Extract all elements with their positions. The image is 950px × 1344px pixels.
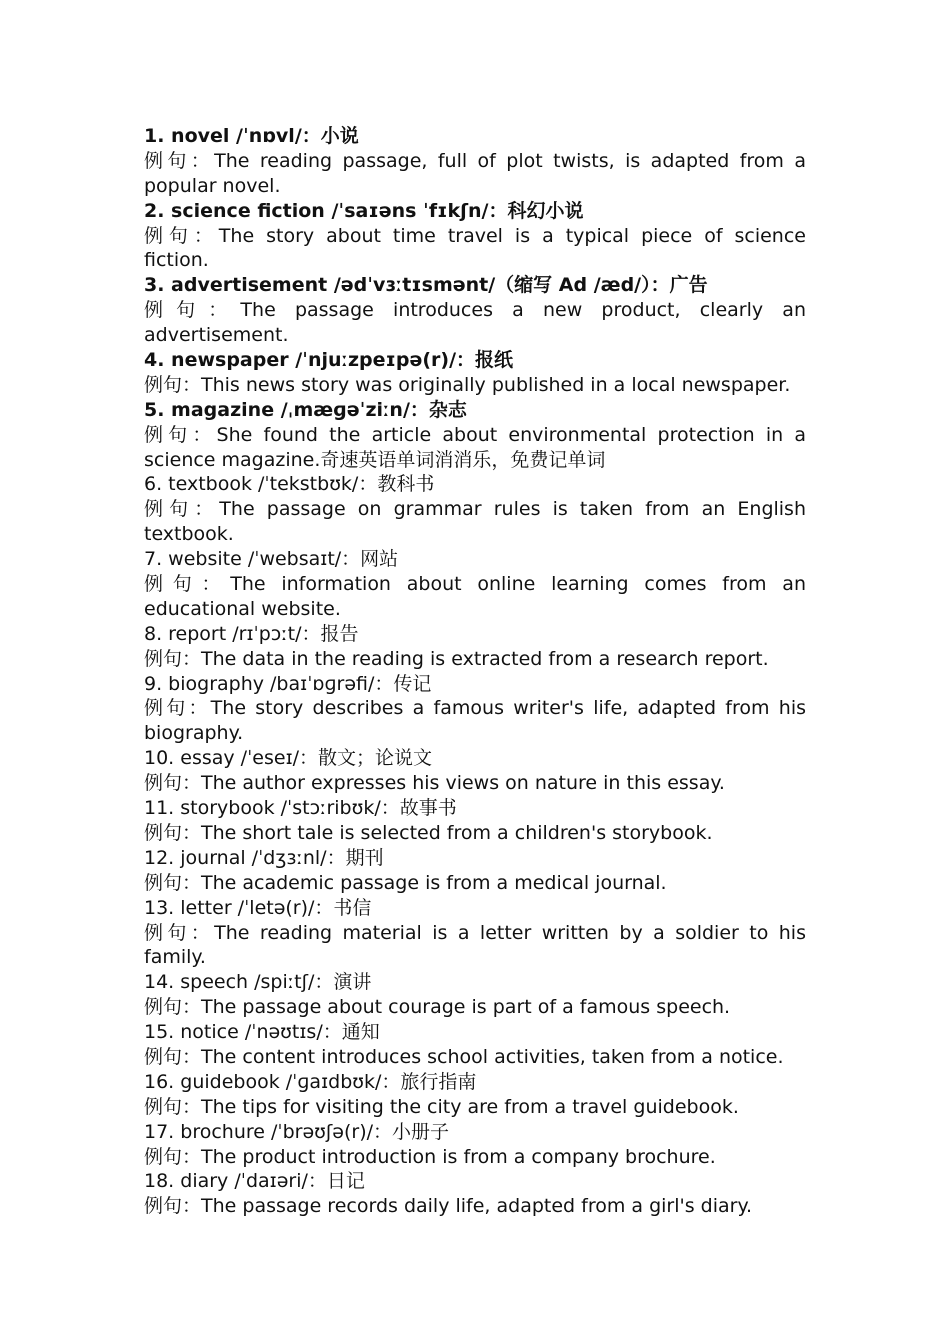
example-sentence-line: 例句：The academic passage is from a medical journal. [144, 871, 667, 894]
example-sentence-line: 例句：The story describes a famous writer's life, adapted from his [144, 697, 806, 720]
vocabulary-entry-heading: 4. newspaper /ˈnjuːzpeɪpə(r)/：报纸 [144, 349, 514, 372]
example-sentence-line: 例句：The author expresses his views on nature in this essay. [144, 772, 725, 795]
example-sentence-line: advertisement. [144, 324, 289, 347]
example-sentence-line: 例句：The content introduces school activities, taken from a notice. [144, 1045, 784, 1068]
vocabulary-entry-heading: 11. storybook /ˈstɔːribʊk/：故事书 [144, 797, 457, 820]
vocabulary-entry-heading: 1. novel /ˈnɒvl/：小说 [144, 125, 359, 147]
vocabulary-entry-heading: 12. journal /ˈdʒɜːnl/：期刊 [144, 846, 384, 869]
vocabulary-entry-heading: 2. science fiction /ˈsaɪəns ˈfɪkʃn/：科幻小说 [144, 199, 584, 222]
example-sentence-line: 例句：The tips for visiting the city are from a travel guidebook. [144, 1095, 739, 1118]
example-sentence-line: 例句：The reading material is a letter written by a soldier to his [144, 921, 806, 944]
example-sentence-line: biography. [144, 722, 244, 745]
document-page [144, 124, 806, 1219]
example-sentence-line: 例句：The reading passage, full of plot twists, is adapted from a [144, 149, 806, 172]
example-sentence-line: 例句：The passage on grammar rules is taken from an English [144, 498, 806, 521]
vocabulary-entry-heading: 10. essay /ˈeseɪ/：散文；论说文 [144, 747, 433, 770]
example-sentence-line: science magazine.奇速英语单词消消乐，免费记单词 [144, 448, 606, 471]
example-sentence-line: 例句：The information about online learning comes from an [144, 573, 806, 596]
example-sentence-line: textbook. [144, 523, 234, 546]
vocabulary-entry-heading: 8. report /rɪˈpɔːt/：报告 [144, 622, 359, 645]
example-sentence-line: 例句：The passage introduces a new product, clearly an [144, 299, 806, 322]
vocabulary-entry-heading: 18. diary /ˈdaɪəri/：日记 [144, 1170, 365, 1193]
vocabulary-entry-heading: 3. advertisement /ədˈvɜːtɪsmənt/（缩写 Ad /æd/）：广告 [144, 274, 708, 297]
example-sentence-line: popular novel. [144, 174, 281, 197]
vocabulary-entry-heading: 14. speech /spiːtʃ/：演讲 [144, 971, 372, 994]
example-sentence-line: 例句：The short tale is selected from a children's storybook. [144, 821, 713, 844]
example-sentence-line: fiction. [144, 249, 209, 272]
vocabulary-entry-heading: 15. notice /ˈnəʊtɪs/：通知 [144, 1021, 380, 1044]
example-sentence-line: 例句：The passage records daily life, adapted from a girl's diary. [144, 1195, 753, 1218]
example-sentence-line: family. [144, 946, 206, 969]
vocabulary-entry-heading: 7. website /ˈwebsaɪt/：网站 [144, 548, 399, 571]
example-sentence-line: 例句：This news story was originally published in a local newspaper. [144, 373, 791, 396]
example-sentence-line: 例句：The story about time travel is a typical piece of science [144, 224, 806, 247]
example-sentence-line: 例句：She found the article about environmental protection in a [144, 423, 806, 446]
example-sentence-line: 例句：The data in the reading is extracted from a research report. [144, 647, 769, 670]
vocabulary-entry-heading: 9. biography /baɪˈɒɡrəfi/：传记 [144, 672, 432, 695]
vocabulary-entry-heading: 16. guidebook /ˈɡaɪdbʊk/：旅行指南 [144, 1070, 477, 1093]
vocabulary-entry-heading: 17. brochure /ˈbrəʊʃə(r)/：小册子 [144, 1120, 450, 1143]
example-sentence-line: 例句：The passage about courage is part of a famous speech. [144, 996, 731, 1019]
vocabulary-entry-heading: 6. textbook /ˈtekstbʊk/：教科书 [144, 473, 435, 496]
vocabulary-entry-heading: 13. letter /ˈletə(r)/：书信 [144, 896, 372, 919]
example-sentence-line: educational website. [144, 597, 341, 620]
vocabulary-entry-heading: 5. magazine /ˌmæɡəˈziːn/：杂志 [144, 398, 467, 421]
example-sentence-line: 例句：The product introduction is from a company brochure. [144, 1145, 716, 1168]
